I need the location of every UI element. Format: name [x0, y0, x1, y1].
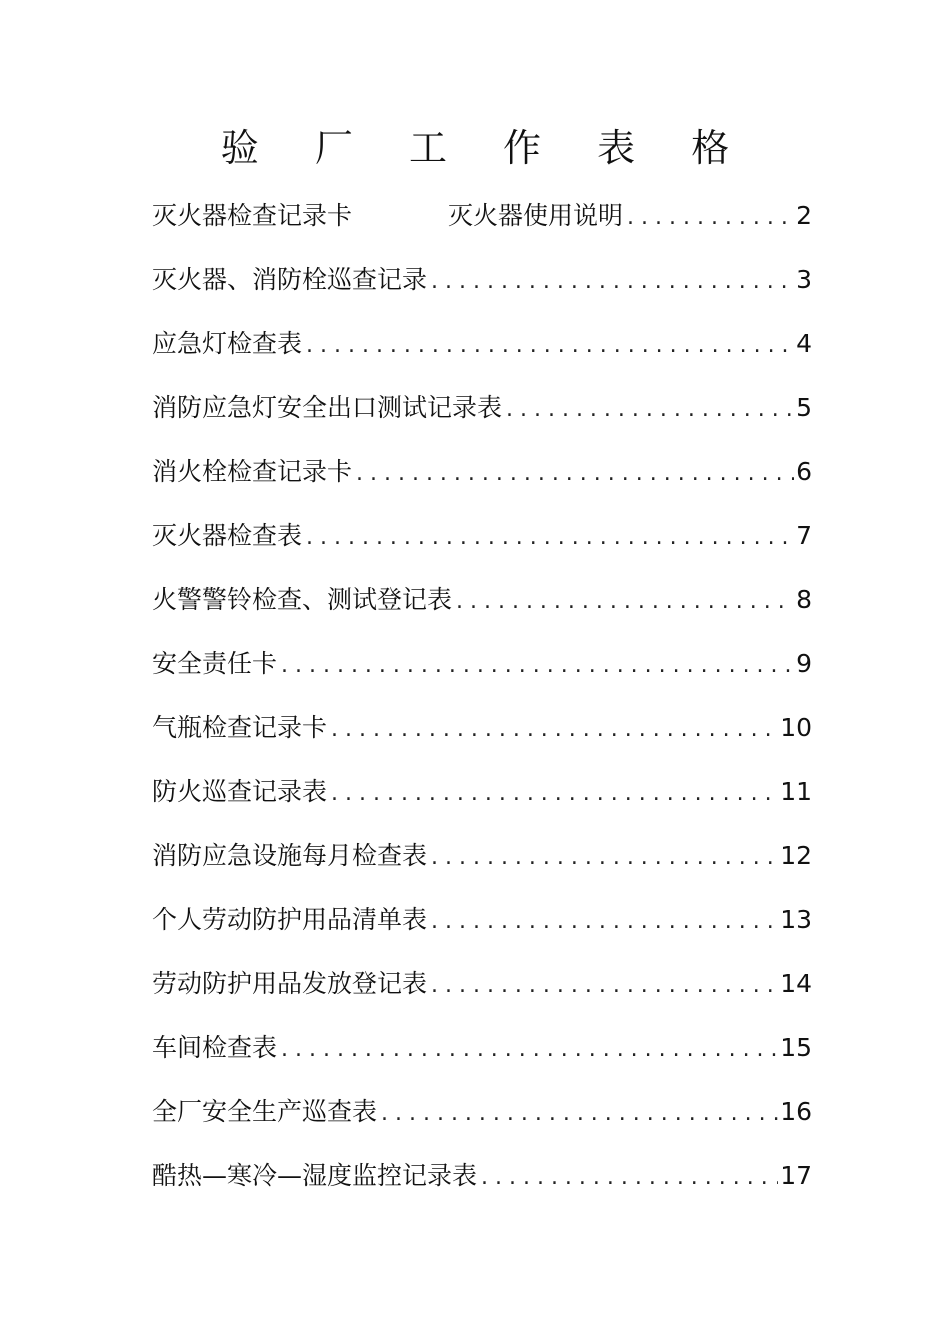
toc-entry[interactable] [152, 578, 812, 642]
toc-entry-title: 火警警铃检查、测试登记表 [152, 585, 453, 614]
toc-entry-title: 防火巡查记录表 [152, 777, 328, 806]
toc-entry[interactable] [152, 258, 812, 322]
toc-entry[interactable] [152, 770, 812, 834]
toc-entry[interactable] [152, 322, 812, 386]
toc-entry-page: 11 [780, 777, 812, 806]
toc-entry-title-secondary: 灭火器使用说明 [448, 201, 624, 230]
toc-entry-page: 10 [780, 713, 812, 742]
toc-entry[interactable] [152, 834, 812, 898]
toc-entry-page: 4 [796, 329, 812, 358]
toc-dot-leader [452, 580, 794, 624]
toc-entry-page: 6 [796, 457, 812, 486]
toc-dot-leader [302, 324, 794, 368]
toc-dot-leader [502, 388, 794, 432]
toc-entry[interactable] [152, 194, 812, 258]
toc-entry-page: 9 [796, 649, 812, 678]
toc-dot-leader [327, 772, 778, 816]
toc-entry-page: 8 [796, 585, 812, 614]
table-of-contents [152, 194, 812, 1218]
toc-entry-title: 应急灯检查表 [152, 329, 303, 358]
toc-dot-leader [302, 516, 794, 560]
toc-entry[interactable] [152, 642, 812, 706]
toc-entry[interactable] [152, 386, 812, 450]
toc-entry-page: 2 [796, 201, 812, 230]
toc-entry-page: 17 [780, 1161, 812, 1190]
toc-entry-title: 气瓶检查记录卡 [152, 713, 328, 742]
toc-dot-leader [427, 964, 778, 1008]
toc-dot-leader [427, 900, 778, 944]
toc-entry-title: 个人劳动防护用品清单表 [152, 905, 428, 934]
toc-entry-page: 14 [780, 969, 812, 998]
toc-dot-leader [327, 708, 778, 752]
toc-dot-leader [427, 836, 778, 880]
toc-entry-title: 消火栓检查记录卡 [152, 457, 353, 486]
toc-dot-leader [352, 452, 794, 496]
toc-entry-page: 16 [780, 1097, 812, 1126]
toc-entry-page: 12 [780, 841, 812, 870]
toc-dot-leader [377, 1092, 778, 1136]
toc-entry-title: 灭火器、消防栓巡查记录 [152, 265, 428, 294]
toc-entry-title: 灭火器检查记录卡 [152, 201, 353, 230]
toc-entry-title: 消防应急设施每月检查表 [152, 841, 428, 870]
toc-entry-page: 5 [796, 393, 812, 422]
toc-entry-title: 消防应急灯安全出口测试记录表 [152, 393, 503, 422]
toc-entry-page: 7 [796, 521, 812, 550]
toc-entry-page: 15 [780, 1033, 812, 1062]
toc-entry[interactable] [152, 1154, 812, 1218]
toc-entry[interactable] [152, 706, 812, 770]
toc-dot-leader [427, 260, 794, 304]
toc-dot-leader [277, 1028, 778, 1072]
toc-entry-title: 全厂安全生产巡查表 [152, 1097, 378, 1126]
toc-entry-page: 3 [796, 265, 812, 294]
toc-dot-leader [477, 1156, 778, 1200]
toc-entry[interactable] [152, 898, 812, 962]
toc-entry-title: 灭火器检查表 [152, 521, 303, 550]
toc-entry-title: 酷热—寒冷—湿度监控记录表 [152, 1161, 478, 1190]
toc-entry[interactable] [152, 962, 812, 1026]
toc-dot-leader [623, 196, 794, 240]
toc-entry-page: 13 [780, 905, 812, 934]
page-title: 验 厂 工 作 表 格 [220, 126, 752, 170]
toc-entry[interactable] [152, 1090, 812, 1154]
toc-entry[interactable] [152, 514, 812, 578]
toc-entry-title: 劳动防护用品发放登记表 [152, 969, 428, 998]
toc-entry[interactable] [152, 450, 812, 514]
toc-entry-title: 安全责任卡 [152, 649, 278, 678]
toc-entry-title: 车间检查表 [152, 1033, 278, 1062]
toc-entry[interactable] [152, 1026, 812, 1090]
toc-dot-leader [277, 644, 794, 688]
